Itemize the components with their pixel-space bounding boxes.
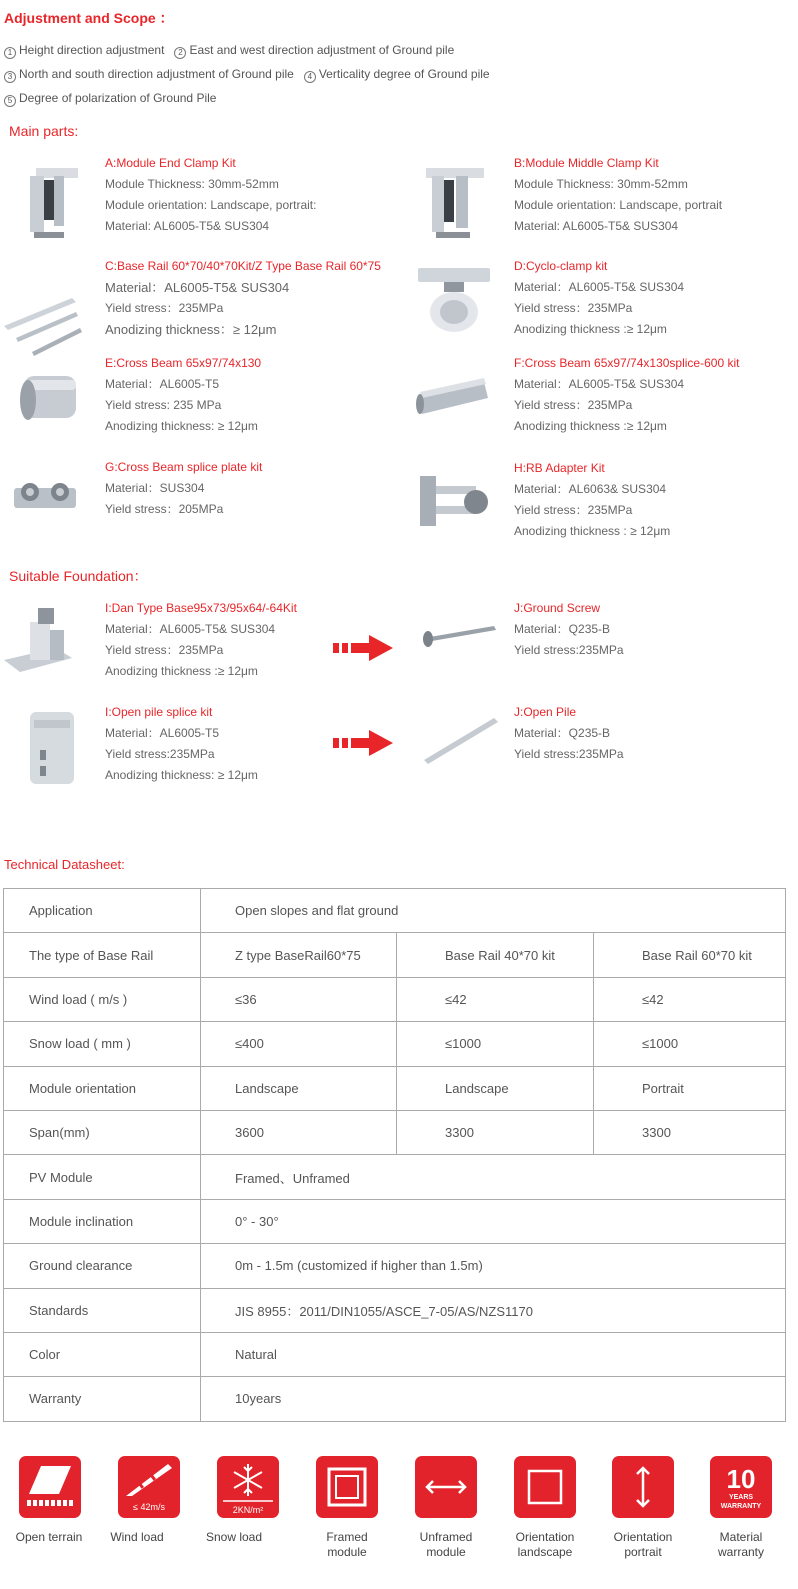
part-title: A:Module End Clamp Kit bbox=[105, 156, 236, 170]
part-e bbox=[105, 353, 261, 437]
row-label: Color bbox=[4, 1332, 201, 1376]
part-c bbox=[105, 256, 381, 340]
framed-module-icon bbox=[316, 1456, 378, 1518]
datasheet-table bbox=[3, 888, 786, 1422]
feature-label: Framed module bbox=[326, 1530, 368, 1559]
unframed-module-icon bbox=[415, 1456, 477, 1518]
part-line: Material：AL6005-T5& SUS304 bbox=[105, 622, 276, 636]
number-circle: 3 bbox=[4, 71, 16, 83]
row-label: Warranty bbox=[4, 1377, 201, 1421]
orientation-landscape-icon bbox=[514, 1456, 576, 1518]
scope-line-1 bbox=[4, 43, 454, 59]
part-line: Anodizing thickness: ≥ 12μm bbox=[105, 419, 258, 433]
svg-text:YEARS: YEARS bbox=[728, 1494, 754, 1501]
row-value: ≤400 bbox=[201, 1022, 397, 1066]
part-line: Module orientation: Landscape, portrait bbox=[514, 198, 723, 212]
cross-beam-image bbox=[14, 360, 104, 446]
part-line: Material: AL6005-T5& SUS304 bbox=[105, 219, 270, 233]
open-terrain-icon bbox=[19, 1456, 81, 1518]
part-line: Yield stress:235MPa bbox=[105, 747, 215, 761]
row-label: Standards bbox=[4, 1288, 201, 1332]
warranty-years: 10 bbox=[726, 1464, 756, 1494]
snow-badge: 2KN/m² bbox=[232, 1505, 264, 1515]
rb-adapter-image bbox=[414, 464, 504, 550]
part-title: I:Open pile splice kit bbox=[105, 705, 213, 719]
row-value: ≤42 bbox=[594, 977, 786, 1021]
part-line: Yield stress：205MPa bbox=[105, 502, 224, 516]
end-clamp-image bbox=[8, 158, 98, 244]
part-b bbox=[514, 153, 722, 237]
part-title: B:Module Middle Clamp Kit bbox=[514, 156, 659, 170]
scope-line-3 bbox=[4, 91, 216, 107]
feature-label: Orientation landscape bbox=[515, 1530, 575, 1559]
part-line: Yield stress：235MPa bbox=[514, 503, 633, 517]
feature-label: Material warranty bbox=[717, 1530, 764, 1559]
part-h bbox=[514, 458, 670, 542]
row-value: 0m - 1.5m (customized if higher than 1.5m) bbox=[201, 1244, 786, 1288]
table-row bbox=[4, 1288, 786, 1332]
row-value: ≤1000 bbox=[594, 1022, 786, 1066]
row-label: Module inclination bbox=[4, 1199, 201, 1243]
part-line: Material：AL6005-T5 bbox=[105, 726, 220, 740]
part-title: E:Cross Beam 65x97/74x130 bbox=[105, 356, 262, 370]
cross-beam-splice-image bbox=[414, 362, 504, 448]
row-value: 10years bbox=[201, 1377, 786, 1421]
scope-item: North and south direction adjustment of Ground pile bbox=[19, 67, 294, 81]
foundation-title: Suitable Foundation： bbox=[9, 568, 148, 584]
middle-clamp-image bbox=[412, 158, 502, 244]
part-line: Yield stress:235MPa bbox=[514, 747, 624, 761]
part-line: Material：Q235-B bbox=[514, 622, 611, 636]
row-value: Z type BaseRail60*75 bbox=[201, 933, 397, 977]
row-value: 3300 bbox=[397, 1110, 594, 1154]
row-value: Natural bbox=[201, 1332, 786, 1376]
number-circle: 5 bbox=[4, 95, 16, 107]
row-value: Base Rail 60*70 kit bbox=[594, 933, 786, 977]
table-row bbox=[4, 1110, 786, 1154]
row-value: 3600 bbox=[201, 1110, 397, 1154]
feature-label: Orientation portrait bbox=[613, 1530, 673, 1559]
snow-load-icon bbox=[217, 1456, 279, 1518]
part-line: Yield stress：235MPa bbox=[514, 398, 633, 412]
feature-label: Wind load bbox=[110, 1530, 164, 1544]
orientation-portrait-icon bbox=[612, 1456, 674, 1518]
row-value: Landscape bbox=[397, 1066, 594, 1110]
foundation-dan-type bbox=[105, 598, 297, 682]
part-title: J:Ground Screw bbox=[514, 601, 601, 615]
main-parts-title: Main parts: bbox=[9, 123, 79, 139]
feature-label: Unframed module bbox=[419, 1530, 473, 1559]
table-row bbox=[4, 1377, 786, 1421]
part-line: Material：AL6005-T5& SUS304 bbox=[514, 377, 685, 391]
row-label: Span(mm) bbox=[4, 1110, 201, 1154]
part-line: Material: AL6005-T5& SUS304 bbox=[514, 219, 679, 233]
scope-item: Verticality degree of Ground pile bbox=[318, 67, 490, 81]
part-title: J:Open Pile bbox=[514, 705, 577, 719]
part-g bbox=[105, 457, 262, 520]
ground-screw-image bbox=[418, 618, 500, 648]
part-line: Material：SUS304 bbox=[105, 481, 205, 495]
dan-type-base-image bbox=[0, 602, 100, 682]
wind-badge: ≤ 42m/s bbox=[133, 1502, 165, 1512]
scope-title: Adjustment and Scope ： bbox=[4, 10, 174, 26]
row-value: Base Rail 40*70 kit bbox=[397, 933, 594, 977]
scope-item: East and west direction adjustment of Ground pile bbox=[189, 43, 455, 57]
part-line: Yield stress: 235 MPa bbox=[105, 398, 222, 412]
number-circle: 2 bbox=[174, 47, 186, 59]
scope-item: Height direction adjustment bbox=[19, 43, 165, 57]
row-value: ≤36 bbox=[201, 977, 397, 1021]
arrow-right-icon bbox=[333, 635, 393, 661]
row-label: Application bbox=[4, 889, 201, 933]
row-label: PV Module bbox=[4, 1155, 201, 1199]
row-value: Landscape bbox=[201, 1066, 397, 1110]
scope-line-2 bbox=[4, 67, 490, 83]
feature-label: Open terrain bbox=[15, 1530, 83, 1544]
base-rail-image bbox=[2, 280, 92, 366]
table-row bbox=[4, 1022, 786, 1066]
table-row bbox=[4, 933, 786, 977]
part-title: G:Cross Beam splice plate kit bbox=[105, 460, 263, 474]
part-line: Material：AL6005-T5& SUS304 bbox=[514, 280, 685, 294]
row-label: The type of Base Rail bbox=[4, 933, 201, 977]
row-value: Framed、Unframed bbox=[201, 1155, 786, 1199]
wind-load-icon bbox=[118, 1456, 180, 1518]
feature-label: Snow load bbox=[205, 1530, 263, 1544]
part-line: Anodizing thickness : ≥ 12μm bbox=[514, 524, 671, 538]
row-value: ≤42 bbox=[397, 977, 594, 1021]
part-line: Anodizing thickness: ≥ 12μm bbox=[105, 768, 258, 782]
table-row bbox=[4, 1199, 786, 1243]
row-value: 3300 bbox=[594, 1110, 786, 1154]
number-circle: 1 bbox=[4, 47, 16, 59]
open-pile-image bbox=[420, 712, 502, 768]
open-pile-splice-image bbox=[22, 706, 102, 790]
scope-item: Degree of polarization of Ground Pile bbox=[19, 91, 217, 105]
table-row bbox=[4, 1066, 786, 1110]
row-label: Snow load ( mm ) bbox=[4, 1022, 201, 1066]
part-line: Material：AL6005-T5& SUS304 bbox=[105, 280, 290, 295]
part-f bbox=[514, 353, 739, 437]
row-label: Module orientation bbox=[4, 1066, 201, 1110]
table-row bbox=[4, 1155, 786, 1199]
foundation-open-pile-splice bbox=[105, 702, 258, 786]
row-value: Portrait bbox=[594, 1066, 786, 1110]
table-row bbox=[4, 977, 786, 1021]
part-line: Yield stress：235MPa bbox=[105, 643, 224, 657]
part-title: I:Dan Type Base95x73/95x64/-64Kit bbox=[105, 601, 297, 615]
part-line: Module Thickness: 30mm-52mm bbox=[514, 177, 688, 191]
part-line: Yield stress：235MPa bbox=[514, 301, 633, 315]
part-line: Anodizing thickness :≥ 12μm bbox=[105, 664, 258, 678]
table-row bbox=[4, 1332, 786, 1376]
arrow-right-icon bbox=[333, 730, 393, 756]
row-label: Ground clearance bbox=[4, 1244, 201, 1288]
part-title: D:Cyclo-clamp kit bbox=[514, 259, 608, 273]
part-d bbox=[514, 256, 684, 340]
foundation-ground-screw bbox=[514, 598, 624, 661]
part-line: Anodizing thickness：≥ 12μm bbox=[105, 322, 277, 337]
row-value: ≤1000 bbox=[397, 1022, 594, 1066]
part-a bbox=[105, 153, 316, 237]
row-label: Wind load ( m/s ) bbox=[4, 977, 201, 1021]
part-title: H:RB Adapter Kit bbox=[514, 461, 605, 475]
part-line: Module orientation: Landscape, portrait: bbox=[105, 198, 317, 212]
table-row bbox=[4, 1244, 786, 1288]
part-line: Yield stress:235MPa bbox=[514, 643, 624, 657]
part-line: Material：AL6005-T5 bbox=[105, 377, 220, 391]
svg-text:WARRANTY: WARRANTY bbox=[720, 1503, 762, 1510]
row-value: 0° - 30° bbox=[201, 1199, 786, 1243]
part-title: F:Cross Beam 65x97/74x130splice-600 kit bbox=[514, 356, 740, 370]
datasheet-title: Technical Datasheet: bbox=[4, 857, 125, 872]
part-line: Module Thickness: 30mm-52mm bbox=[105, 177, 279, 191]
part-line: Material：Q235-B bbox=[514, 726, 611, 740]
part-line: Material：AL6063& SUS304 bbox=[514, 482, 667, 496]
foundation-open-pile bbox=[514, 702, 624, 765]
table-row bbox=[4, 889, 786, 933]
part-line: Yield stress：235MPa bbox=[105, 301, 224, 315]
part-title: C:Base Rail 60*70/40*70Kit/Z Type Base Rail 60*75 bbox=[105, 259, 381, 273]
splice-plate-image bbox=[10, 464, 100, 550]
row-value: Open slopes and flat ground bbox=[201, 889, 786, 933]
cyclo-clamp-image bbox=[414, 262, 504, 342]
part-line: Anodizing thickness :≥ 12μm bbox=[514, 322, 667, 336]
row-value: JIS 8955：2011/DIN1055/ASCE_7-05/AS/NZS1170 bbox=[201, 1288, 786, 1332]
warranty-icon bbox=[710, 1456, 772, 1518]
number-circle: 4 bbox=[304, 71, 316, 83]
part-line: Anodizing thickness :≥ 12μm bbox=[514, 419, 667, 433]
